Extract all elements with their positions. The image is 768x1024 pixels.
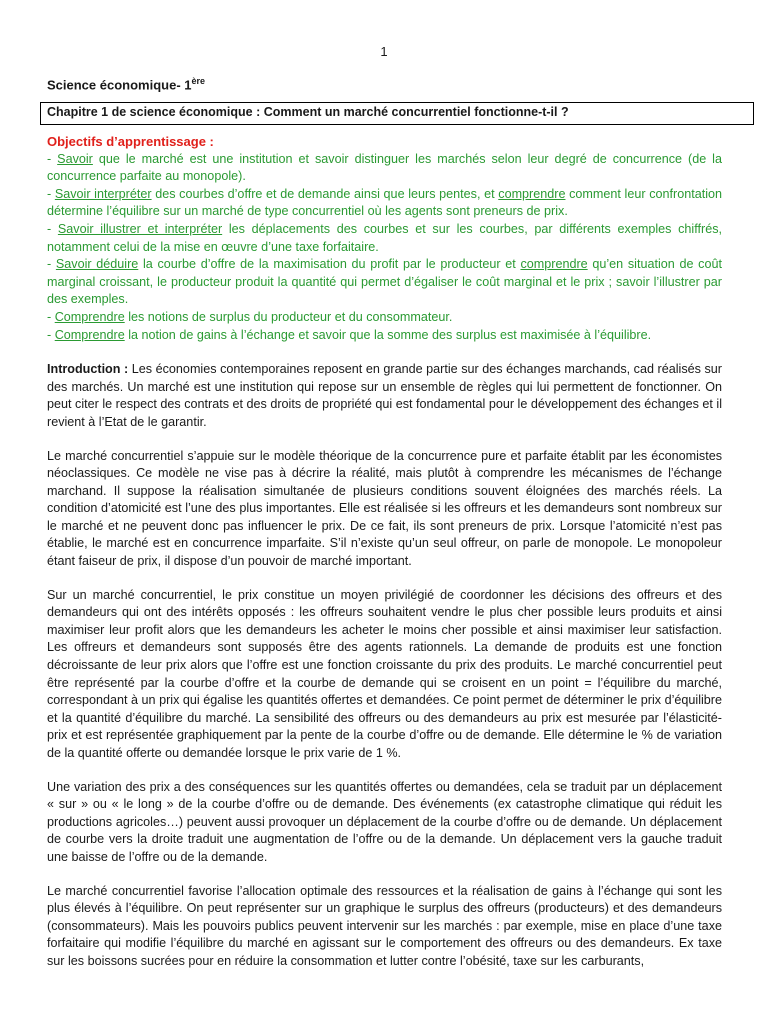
- intro-label: Introduction :: [47, 362, 129, 377]
- body-paragraph: Le marché concurrentiel s’appuie sur le modèle théorique de la concurrence pure et parfaite établit par les économistes néoclassiques. Ce modèle ne vise pas à décrire la réalité, mais plutôt à comprendre les mécanismes de l’échange marchand. Il suppose la réalisation simultanée de plusieurs conditions souvent éloignées des marchés réels. La condition d’atomicité est l’une des plus importantes. Elle est réalisée si les offreurs et les demandeurs sont nombreux sur le marché et ne peuvent donc pas influencer le prix. De ce fait, ils sont preneurs de prix. Lorsque l’atomicité n’est pas établie, le marché est en concurrence imparfaite. S’il n’existe qu’un seul offreur, on parle de monopole. Le monopoleur étant faiseur de prix, il dispose d’un pouvoir de marché important.: [47, 448, 722, 569]
- subject-heading: [47, 76, 205, 92]
- chapter-title-box: Chapitre 1 de science économique : Comment un marché concurrentiel fonctionne-t-il ?: [40, 102, 754, 125]
- objective-item: - Savoir illustrer et interpréter les déplacements des courbes et sur les courbes, par différents exemples chiffrés, notamment celui de la mise en œuvre d’une taxe forfaitaire.: [47, 221, 722, 254]
- objectives-title: Objectifs d’apprentissage :: [47, 134, 214, 149]
- intro-paragraph: Introduction : Les économies contemporaines reposent en grande partie sur des échanges marchands, cad réalisés sur des marchés. Un marché est une institution qui repose sur un ensemble de règles qui lui permettent de fonctionner. On peut citer le respect des contrats et des droits de propriété qui est fondamental pour le développement des échanges et il revient à l’Etat de le garantir.: [47, 362, 722, 429]
- body-paragraph: Une variation des prix a des conséquences sur les quantités offertes ou demandées, cela se traduit par un déplacement « sur » ou « le long » de la courbe d’offre ou de demande. Des événements (ex catastrophe climatique qui réduit les productions agricoles…) peuvent aussi provoquer un déplacement de la courbe d’offre ou de demande. Un déplacement de courbe vers la droite traduit une augmentation de l’offre ou de la demande. Un déplacement vers la gauche traduit une baisse de l’offre ou de la demande.: [47, 779, 722, 864]
- document-body: [47, 133, 722, 971]
- body-paragraph: Sur un marché concurrentiel, le prix constitue un moyen privilégié de coordonner les décisions des offreurs et des demandeurs qui ont des intérêts opposés : les offreurs souhaitent vendre le plus cher possible leurs produits et ainsi maximiser leur profit alors que les demandeurs les acheter le moins cher possible et ainsi maximiser leur satisfaction. Les offreurs et demandeurs sont supposés être des agents rationnels. La demande de produits est une fonction décroissante de leur prix alors que l’offre est une fonction croissante du prix des produits. Le marché concurrentiel peut être représenté par la courbe d’offre et la courbe de demande qui se croisent en un point = l’équilibre du marché, correspondant à un prix qui égalise les quantités offertes et demandées. Ce point permet de déterminer le prix d’équilibre et la quantité d’équilibre du marché. La sensibilité des offreurs ou des demandeurs au prix est mesurée par l’élasticité- prix et est représentée graphiquement par la pente de la courbe d’offre ou de demande. Elle détermine le % de variation de la quantité offerte ou demandée lorsque le prix varie de 1 %.: [47, 587, 722, 760]
- objective-item: - Savoir déduire la courbe d’offre de la maximisation du profit par le producteur et comprendre qu’en situation de coût marginal croissant, le producteur produit la quantité qui permet d’égaliser le coût marginal et le prix ; savoir l’illustrer par des exemples.: [47, 257, 722, 307]
- objective-item: - Comprendre la notion de gains à l’échange et savoir que la somme des surplus est maximisée à l’équilibre.: [47, 327, 652, 342]
- page-number: 1: [380, 44, 388, 59]
- objective-item: - Savoir que le marché est une institution et savoir distinguer les marchés selon leur degré de concurrence (de la concurrence parfaite au monopole).: [47, 151, 722, 184]
- objective-item: - Comprendre les notions de surplus du producteur et du consommateur.: [47, 309, 453, 324]
- objective-item: - Savoir interpréter des courbes d’offre et de demande ainsi que leurs pentes, et comprendre comment leur confrontation détermine l’équilibre sur un marché de type concurrentiel où les agents sont preneurs de prix.: [47, 186, 723, 219]
- subject-text: Science économique- 1: [47, 77, 192, 93]
- objectives-list: [47, 151, 722, 345]
- body-paragraph: Le marché concurrentiel favorise l’allocation optimale des ressources et la réalisation de gains à l’échange qui sont les plus élevés à l’équilibre. On peut représenter sur un graphique le surplus des offreurs (producteurs) et des demandeurs (consommateurs). Mais les pouvoirs publics peuvent intervenir sur les marchés : par exemple, mise en place d’une taxe forfaitaire qui modifie l’équilibre du marché en agissant sur le comportement des offreurs ou des demandeurs. Ex taxe sur les boissons sucrées pour en réduire la consommation et lutter contre l’obésité, taxe sur les carburants,: [47, 883, 722, 968]
- subject-superscript: ère: [191, 76, 206, 86]
